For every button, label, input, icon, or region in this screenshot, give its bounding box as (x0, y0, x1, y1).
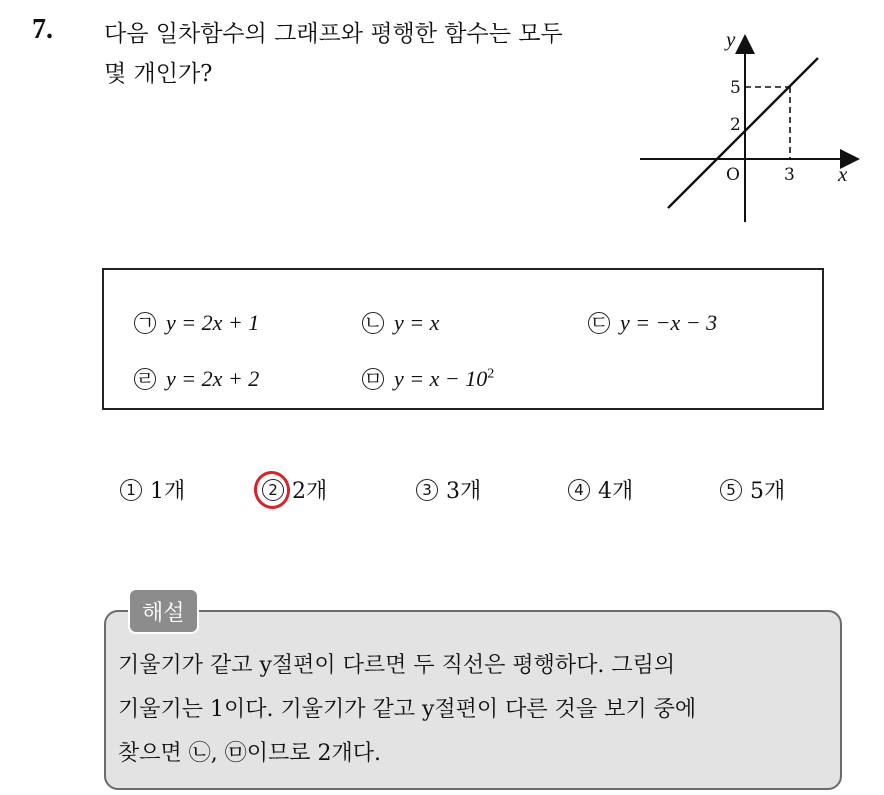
choice-a (134, 310, 259, 336)
answer-5-number: 5 (720, 479, 742, 501)
choice-e-equation (394, 366, 494, 392)
solution-line-3: 찾으면 ㉡, ㉤이므로 2개다. (118, 741, 381, 766)
answer-5-label: 5개 (750, 479, 786, 504)
answer-2-label: 2개 (292, 479, 328, 504)
answer-1-label: 1개 (150, 479, 186, 504)
choice-d-mark: ㄹ (135, 367, 155, 390)
origin-label: O (726, 165, 740, 185)
choice-c-mark: ㄷ (589, 311, 609, 334)
choice-c (588, 310, 717, 336)
choice-a-equation: y = 2x + 1 (166, 310, 260, 335)
question-number: 7. (32, 14, 53, 45)
answer-option-4[interactable] (568, 474, 633, 505)
choices-box (102, 268, 824, 410)
choice-e-base: y = x − 10 (394, 366, 488, 391)
solution-text (118, 644, 834, 776)
selected-answer-circle (250, 467, 293, 512)
solution-line-2: 기울기는 1이다. 기울기가 같고 y절편이 다른 것을 보기 중에 (118, 697, 697, 722)
answer-option-5[interactable] (720, 474, 785, 505)
y-tick-2: 2 (730, 115, 741, 135)
answer-1-number: 1 (120, 479, 142, 501)
answer-3-number: 3 (416, 479, 438, 501)
linear-function-graph (630, 18, 870, 228)
choice-a-mark: ㄱ (135, 311, 155, 334)
answer-options (0, 474, 884, 514)
question-line-2: 몇 개인가? (104, 61, 213, 87)
answer-2-number: 2 (262, 479, 284, 501)
answer-option-1[interactable] (120, 474, 185, 505)
choice-d (134, 366, 259, 392)
choice-c-equation: y = −x − 3 (620, 310, 718, 335)
choice-d-equation: y = 2x + 2 (166, 366, 260, 391)
y-tick-5: 5 (730, 78, 741, 98)
function-line (668, 58, 818, 208)
choice-b-equation: y = x (394, 310, 440, 335)
answer-4-number: 4 (568, 479, 590, 501)
solution-tag: 해설 (128, 588, 199, 634)
answer-option-2[interactable] (262, 474, 327, 505)
answer-option-3[interactable] (416, 474, 481, 505)
x-axis-label: x (838, 162, 848, 186)
solution-line-1: 기울기가 같고 y절편이 다르면 두 직선은 평행하다. 그림의 (118, 653, 676, 678)
choice-e-exponent: 2 (487, 366, 495, 382)
question-text (104, 14, 624, 94)
choice-e-mark: ㅁ (363, 367, 383, 390)
answer-3-label: 3개 (446, 479, 482, 504)
choice-e (362, 366, 494, 392)
question-line-1: 다음 일차함수의 그래프와 평행한 함수는 모두 (104, 21, 563, 47)
choice-b (362, 310, 439, 336)
choice-b-mark: ㄴ (363, 311, 383, 334)
x-tick-3: 3 (784, 165, 795, 185)
answer-4-label: 4개 (598, 479, 634, 504)
y-axis-label: y (726, 27, 736, 51)
